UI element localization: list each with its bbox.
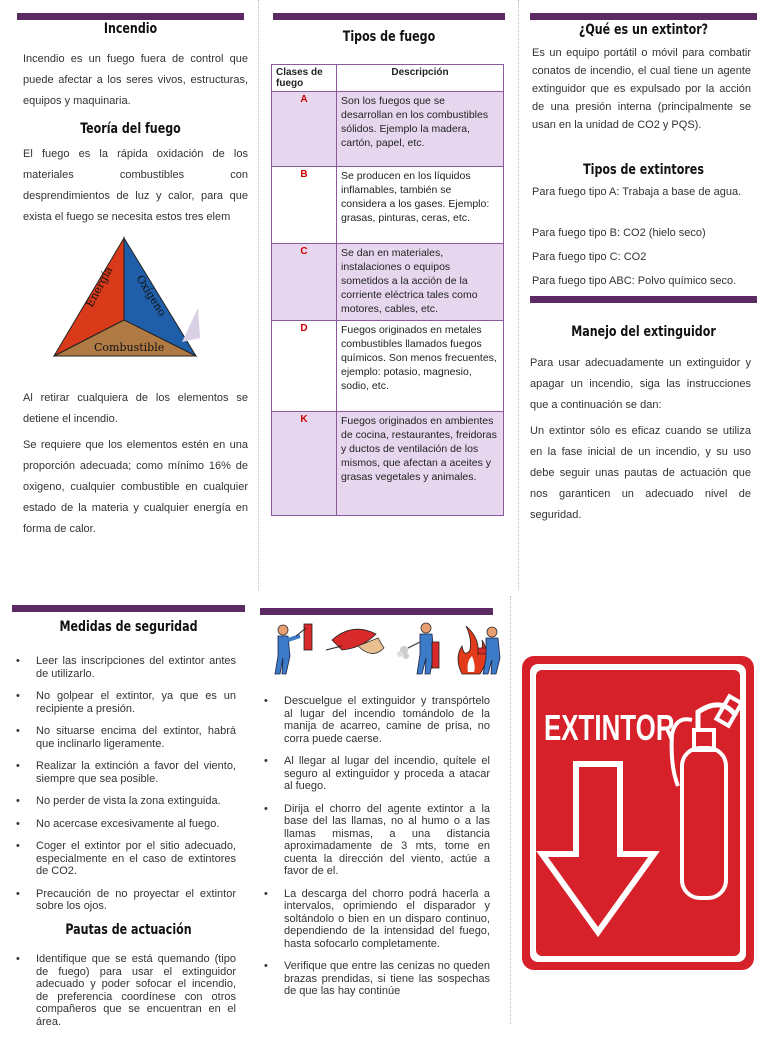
list-item: • Identifique que se está quemando (tipo de fuego) para usar el extinguidor adecuado y poder sofocar el incendio, de preferencia coordínese con otros compañeros que se encuentran en el área. (12, 953, 236, 1028)
extinguisher-usage-illustration (266, 618, 506, 680)
extinguisher-icon (304, 624, 312, 650)
list-item: • Realizar la extinción a favor del viento, siempre que sea posible. (12, 760, 236, 785)
class-cell: A (272, 92, 337, 167)
list-item: • Coger el extintor por el sitio adecuado, especialmente en el caso de extintores de CO2. (12, 840, 236, 878)
tipo-abc-text: Para fuego tipo ABC: Polvo químico seco. (532, 275, 737, 287)
que-es-title: ¿Qué es un extintor? (578, 22, 709, 38)
tipos-extintores-title: Tipos de extintores (583, 162, 704, 178)
table-row (272, 321, 504, 412)
pautas-list (12, 953, 236, 1038)
tipo-c-text: Para fuego tipo C: CO2 (532, 251, 647, 263)
sign-text: EXTINTOR (544, 707, 675, 749)
teoria-text: El fuego es la rápida oxidación de los materiales combustibles con desprendimientos de luz y calor, para que exista el fuego se necesita estos tres elem (23, 148, 248, 223)
header-bar (12, 605, 245, 612)
teoria-title: Teoría del fuego (80, 121, 181, 137)
manejo-title: Manejo del extinguidor (571, 324, 716, 340)
table-row (272, 92, 504, 167)
extinguisher-icon (432, 642, 439, 668)
description-cell: Se dan en materiales, instalaciones o equipos sometidos a la acción de la corriente eléctrica tales como motores, cables, etc. (337, 244, 504, 321)
table-header-class: Clases de fuego (272, 65, 337, 92)
tipo-a-text: Para fuego tipo A: Trabaja a base de agua. (532, 186, 742, 198)
description-cell: Se producen en los líquidos inflamables, también se considera a los gases. Ejemplo: grasas, pinturas, ceras, etc. (337, 167, 504, 244)
manejo-text-1: Para usar adecuadamente un extinguidor y apagar un incendio, siga las instrucciones que a continuación se dan: (530, 357, 751, 411)
tipo-b-text: Para fuego tipo B: CO2 (hielo seco) (532, 227, 706, 239)
extintor-sign (522, 656, 754, 970)
incendio-title: Incendio (103, 21, 158, 37)
header-bar (273, 13, 505, 20)
fire-types-table (271, 64, 504, 516)
table-row (272, 167, 504, 244)
list-item: • Dirija el chorro del agente extintor a la base del las llamas, no al humo o a las llamas mismas, a una distancia aproximadamente de 3 mts, tome en cuenta la dirección del viento, actúe a favor de el. (260, 803, 490, 878)
header-bar (530, 13, 757, 20)
retirar-text: Al retirar cualquiera de los elementos se detiene el incendio. (23, 392, 248, 425)
list-item: • Verifique que entre las cenizas no queden brazas prendidas, si tiene las sospechas de que las hay continúe (260, 960, 490, 998)
class-cell: K (272, 412, 337, 516)
medidas-title: Medidas de seguridad (59, 619, 198, 635)
list-item: • Leer las inscripciones del extintor antes de utilizarlo. (12, 655, 236, 680)
list-item: • No perder de vista la zona extinguida. (12, 795, 236, 808)
energia-label: Energía (83, 264, 116, 310)
list-item: • La descarga del chorro podrá hacerla a intervalos, oprimiendo el disparador y soltándolo o bien en un disparo continuo, dependiendo de la intensidad del fuego, hasta sofocarlo completamente. (260, 888, 490, 951)
table-row (272, 244, 504, 321)
column-separator (510, 596, 511, 1024)
fire-triangle (50, 232, 210, 364)
header-bar (530, 296, 757, 303)
list-item: • Descuelgue el extinguidor y transpórtelo al lugar del incendio tomándolo de la manija de acarreo, camine de prisa, no corra puede caerse. (260, 695, 490, 745)
description-cell: Fuegos originados en metales combustibles llamados fuegos químicos. Son menos frecuentes, ejemplo: potasio, magnesio, sodio, etc. (337, 321, 504, 412)
incendio-text: Incendio es un fuego fuera de control que puede afectar a los seres vivos, estructuras, equipos y maquinaria. (23, 53, 248, 107)
class-cell: B (272, 167, 337, 244)
combustible-label: Combustible (94, 341, 165, 354)
steps-list (260, 695, 490, 1008)
decorative-shape (182, 308, 200, 342)
list-item: • Al llegar al lugar del incendio, quítele el seguro al extinguidor y proceda a atacar al fuego. (260, 755, 490, 793)
requiere-text: Se requiere que los elementos estén en una proporción adecuada; como mínimo 16% de oxigeno, cualquier combustible en cualquier estado de la materia y cualquier energía en forma de calor. (23, 439, 248, 535)
medidas-list (12, 655, 236, 923)
list-item: • Precaución de no proyectar el extintor sobre los ojos. (12, 888, 236, 913)
description-cell: Son los fuegos que se desarrollan en los combustibles sólidos. Ejemplo la madera, cartón, papel, etc. (337, 92, 504, 167)
header-bar (17, 13, 244, 20)
table-row (272, 412, 504, 516)
description-cell: Fuegos originados en ambientes de cocina, restaurantes, freidoras y ductos de ventilación de los mismos, que afectan a aceites y grasas vegetales y animales. (337, 412, 504, 516)
pautas-title: Pautas de actuación (65, 922, 192, 938)
list-item: • No golpear el extintor, ya que es un recipiente a presión. (12, 690, 236, 715)
column-separator (518, 0, 519, 590)
header-bar (260, 608, 493, 615)
column-separator (258, 0, 259, 590)
class-cell: D (272, 321, 337, 412)
que-es-text: Es un equipo portátil o móvil para combatir conatos de incendio, el cual tiene un agente extinguidor que es expulsado por la acción de una presión interna (principalmente se usan en la unidad de CO2 y PQS). (532, 47, 751, 131)
list-item: • No situarse encima del extintor, habrá que inclinarlo ligeramente. (12, 725, 236, 750)
manejo-text-2: Un extintor sólo es eficaz cuando se utiliza en la fase inicial de un incendio, y su uso debe seguir unas pautas de actuación que nos garanticen un adecuado nivel de seguridad. (530, 425, 751, 521)
tipos-fuego-title: Tipos de fuego (342, 29, 436, 45)
table-header-description: Descripción (337, 65, 504, 92)
oxigeno-label: Oxígeno (133, 272, 169, 319)
class-cell: C (272, 244, 337, 321)
list-item: • No acercase excesivamente al fuego. (12, 818, 236, 831)
